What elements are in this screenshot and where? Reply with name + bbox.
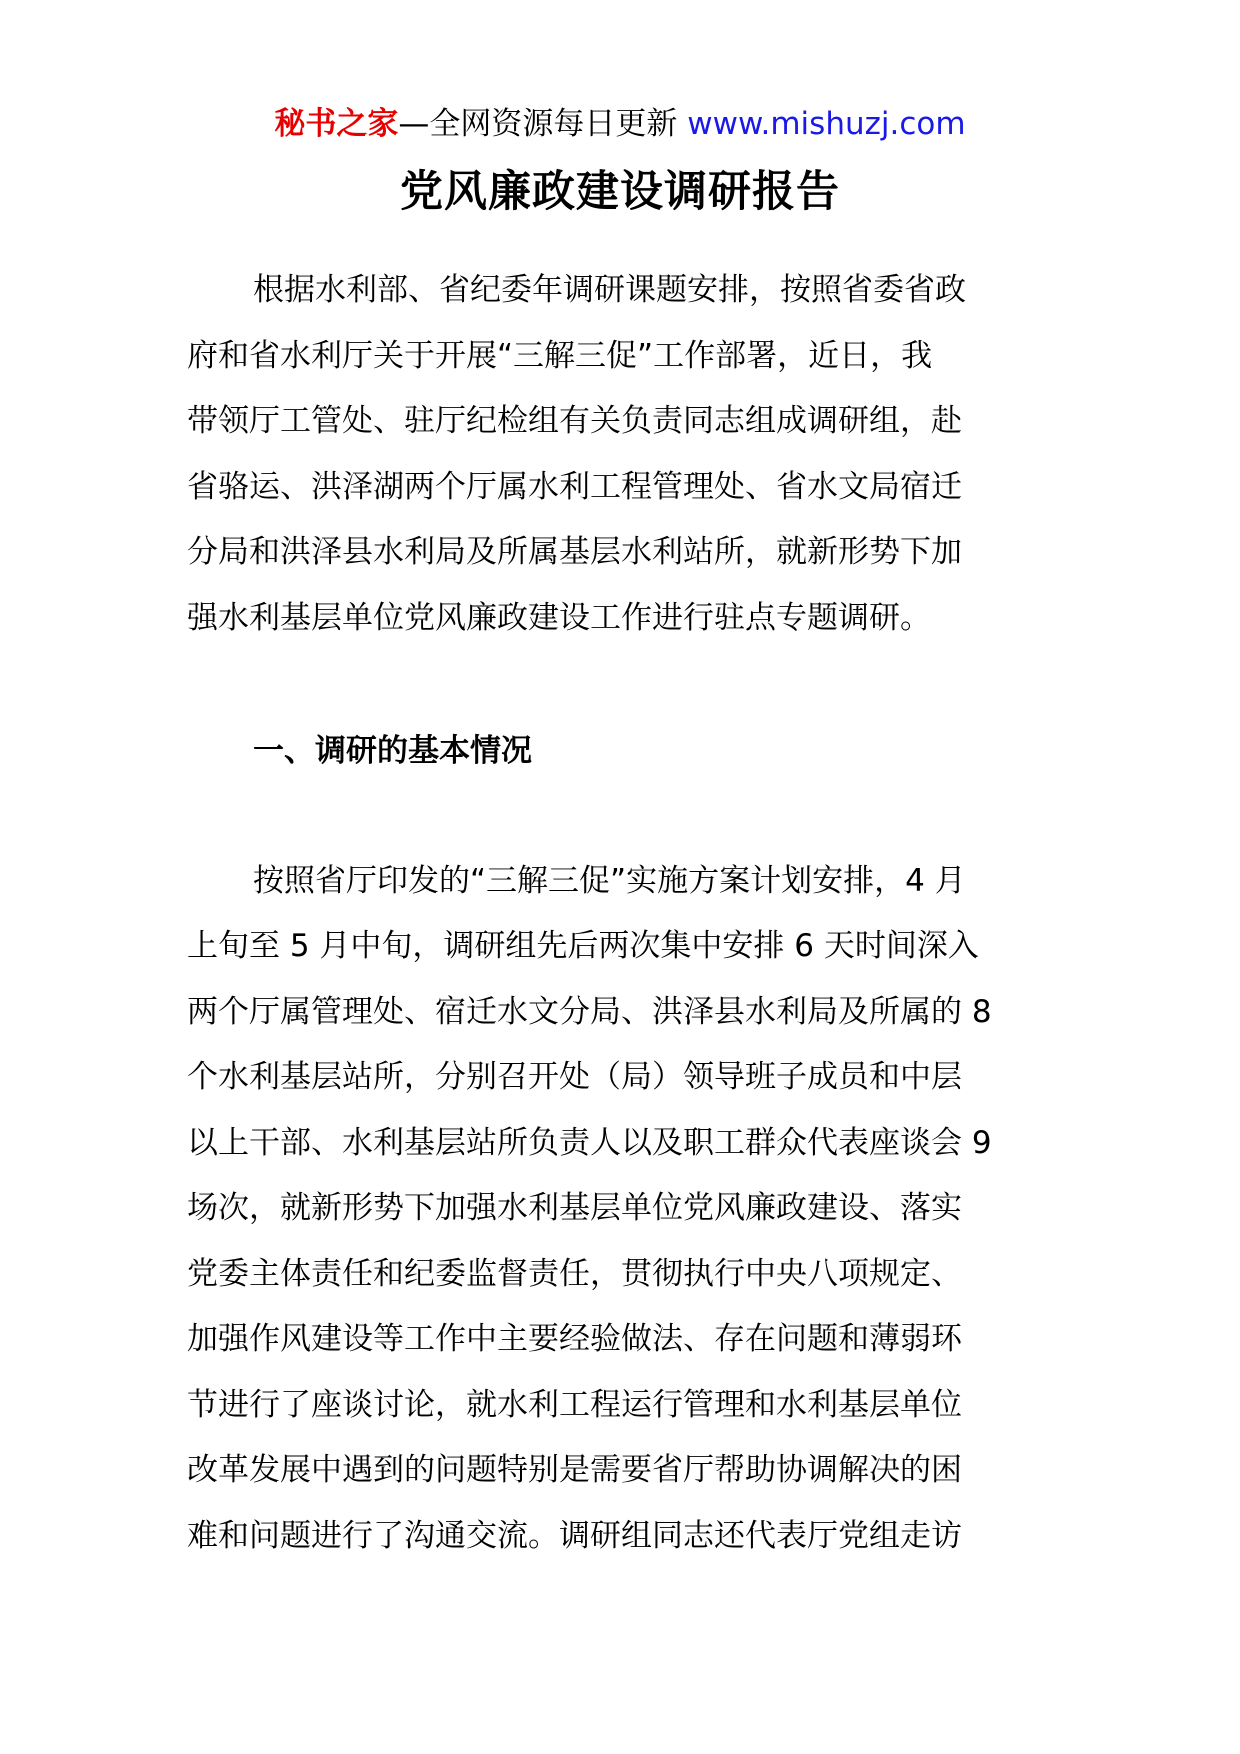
document-body: [187, 258, 1057, 1569]
paragraph-line: 加强作风建设等工作中主要经验做法、存在问题和薄弱环: [187, 1321, 962, 1357]
paragraph-line: 改革发展中遇到的问题特别是需要省厅帮助协调解决的困: [187, 1452, 962, 1488]
site-banner: [0, 100, 1240, 148]
document-title: 党风廉政建设调研报告: [400, 167, 840, 217]
paragraph-line: 根据水利部、省纪委年调研课题安排，按照省委省政: [253, 272, 966, 308]
paragraph-line: 按照省厅印发的“三解三促”实施方案计划安排，4 月: [253, 862, 966, 899]
paragraph-line: 两个厅属管理处、宿迁水文分局、洪泽县水利局及所属的 8: [187, 993, 992, 1030]
paragraph-line: 分局和洪泽县水利局及所属基层水利站所，就新形势下加: [187, 534, 962, 570]
paragraph-line: 个水利基层站所，分别召开处（局）领导班子成员和中层: [187, 1059, 962, 1095]
brand-name: 秘书之家: [274, 106, 399, 142]
paragraph-line: 省骆运、洪泽湖两个厅属水利工程管理处、省水文局宿迁: [187, 468, 962, 505]
site-url-link[interactable]: www.mishuzj.com: [687, 106, 966, 142]
section1-paragraph: [187, 849, 1057, 1570]
banner-tagline: —全网资源每日更新: [398, 106, 678, 142]
paragraph-line: 以上干部、水利基层站所负责人以及职工群众代表座谈会 9: [187, 1124, 992, 1161]
paragraph-line: 节进行了座谈讨论，就水利工程运行管理和水利基层单位: [187, 1386, 962, 1423]
paragraph-line: 带领厅工管处、驻厅纪检组有关负责同志组成调研组，赴: [187, 403, 962, 439]
paragraph-line: 府和省水利厅关于开展“三解三促”工作部署，近日，我: [187, 337, 933, 374]
section-heading-basic-situation: 一、调研的基本情况: [253, 733, 532, 769]
paragraph-line: 党委主体责任和纪委监督责任，贯彻执行中央八项规定、: [187, 1255, 962, 1292]
paragraph-line: 场次，就新形势下加强水利基层单位党风廉政建设、落实: [187, 1190, 962, 1226]
intro-paragraph: [187, 258, 1057, 651]
paragraph-line: 强水利基层单位党风廉政建设工作进行驻点专题调研。: [187, 599, 931, 636]
paragraph-line: 上旬至 5 月中旬，调研组先后两次集中安排 6 天时间深入: [187, 928, 979, 964]
paragraph-line: 难和问题进行了沟通交流。调研组同志还代表厅党组走访: [187, 1517, 962, 1554]
